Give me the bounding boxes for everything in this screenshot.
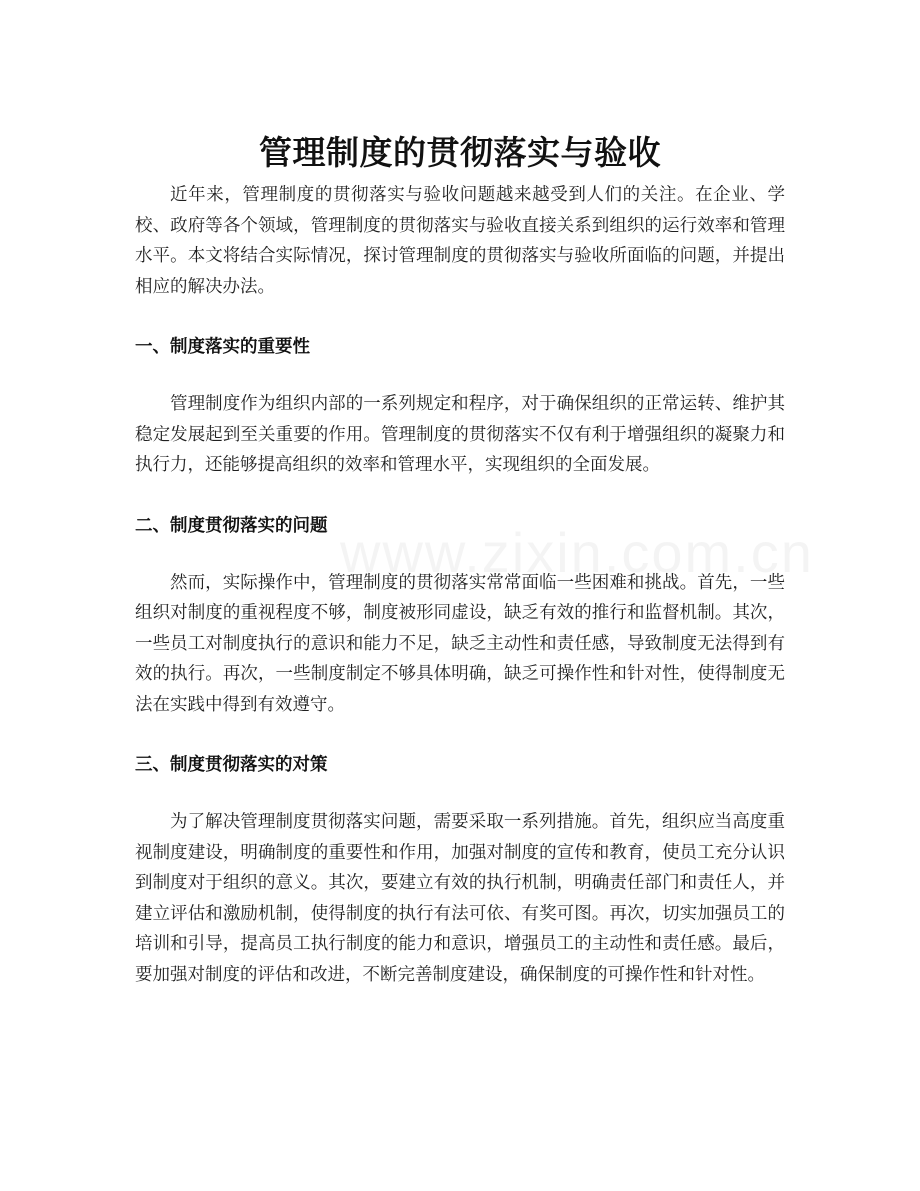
section-paragraph-importance: 管理制度作为组织内部的一系列规定和程序，对于确保组织的正常运转、维护其稳定发展起到至关重要的作用。管理制度的贯彻落实不仅有利于增强组织的凝聚力和执行力，还能够提高组织的效率和管理水平，实现组织的全面发展。 <box>135 394 785 475</box>
intro-paragraph: 近年来，管理制度的贯彻落实与验收问题越来越受到人们的关注。在企业、学校、政府等各个领域，管理制度的贯彻落实与验收直接关系到组织的运行效率和管理水平。本文将结合实际情况，探讨管理制度的贯彻落实与验收所面临的问题，并提出相应的解决办法。 <box>135 185 785 297</box>
document-body <box>135 180 785 990</box>
section-heading-countermeasures: 三、制度贯彻落实的对策 <box>135 755 328 775</box>
section-heading-problems: 二、制度贯彻落实的问题 <box>135 515 328 536</box>
section-paragraph-problems: 然而，实际操作中，管理制度的贯彻落实常常面临一些困难和挑战。首先，一些组织对制度的重视程度不够，制度被形同虚设，缺乏有效的推行和监督机制。其次，一些员工对制度执行的意识和能力不足，缺乏主动性和责任感，导致制度无法得到有效的执行。再次，一些制度制定不够具体明确，缺乏可操作性和针对性，使得制度无法在实践中得到有效遵守。 <box>135 572 785 715</box>
section-paragraph-countermeasures: 为了解决管理制度贯彻落实问题，需要采取一系列措施。首先，组织应当高度重视制度建设，明确制度的重要性和作用，加强对制度的宣传和教育，使员工充分认识到制度对于组织的意义。其次，要建立有效的执行机制，明确责任部门和责任人，并建立评估和激励机制，使得制度的执行有法可依、有奖可图。再次，切实加强员工的培训和引导，提高员工执行制度的能力和意识，增强员工的主动性和责任感。最后，要加强对制度的评估和改进，不断完善制度建设，确保制度的可操作性和针对性。 <box>135 812 785 985</box>
page-title: 管理制度的贯彻落实与验收 <box>259 133 661 173</box>
section-heading-importance: 一、制度落实的重要性 <box>135 337 310 357</box>
